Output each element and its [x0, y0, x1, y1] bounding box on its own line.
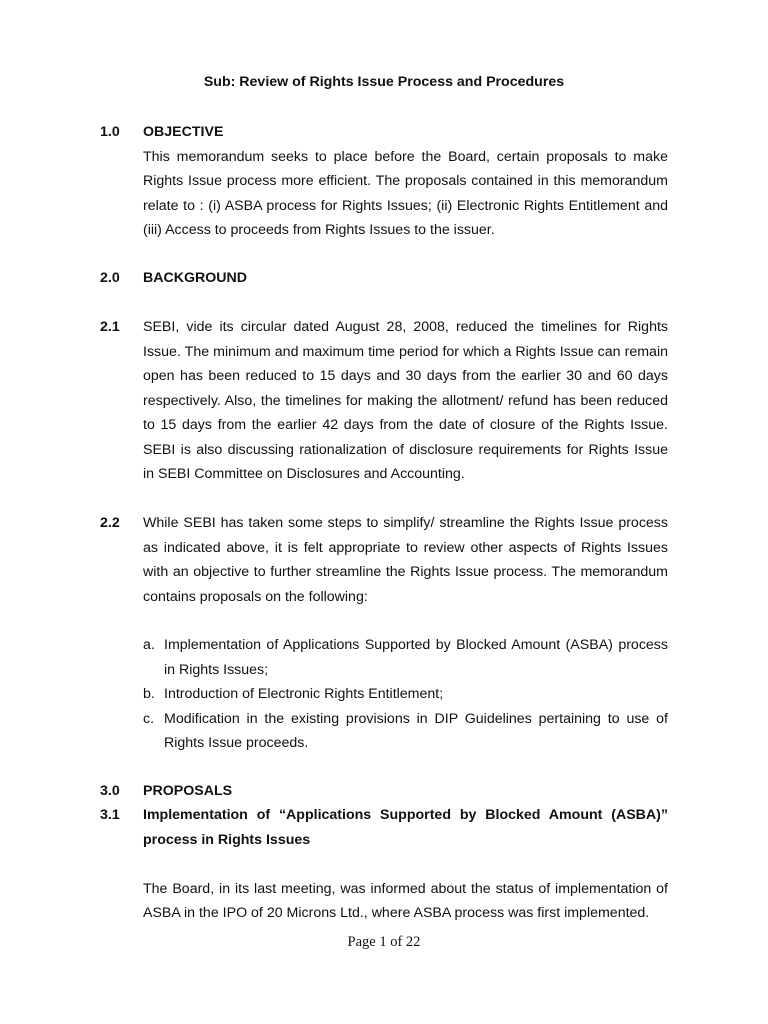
section-heading: BACKGROUND	[143, 270, 248, 286]
section-objective	[100, 120, 668, 243]
section-heading: Implementation of “Applications Supported by Blocked Amount (ASBA)” process in Rights Issues	[143, 807, 668, 848]
list-item	[143, 707, 668, 756]
list-item	[143, 682, 668, 707]
proposal-list	[143, 633, 668, 756]
section-text: This memorandum seeks to place before the Board, certain proposals to make Rights Issue process more efficient. The proposals contained in this memorandum relate to : (i) ASBA process for Rights Issues; (ii) Electronic Rights Entitlement and (iii) Access to proceeds from Rights Issues to the issuer.	[143, 148, 668, 238]
list-marker: a.	[143, 637, 155, 653]
section-proposals	[100, 779, 668, 804]
section-text: SEBI, vide its circular dated August 28, 2008, reduced the timelines for Rights Issue. The minimum and maximum time period for which a Rights Issue can remain open has been reduced to 15 days and 30 days from the earlier 30 and 60 days respectively. Also, the timelines for making the allotment/ refund has been reduced to 15 days from the earlier 42 days from the date of closure of the Rights Issue. SEBI is also discussing rationalization of disclosure requirements for Rights Issue in SEBI Committee on Disclosures and Accounting.	[143, 319, 668, 482]
list-item	[143, 633, 668, 682]
section-2-1	[100, 315, 668, 487]
section-text: While SEBI has taken some steps to simplify/ streamline the Rights Issue process as indicated above, it is felt appropriate to review other aspects of Rights Issues with an objective to further streamline the Rights Issue process. The memorandum contains proposals on the following:	[143, 515, 668, 605]
section-heading: PROPOSALS	[143, 783, 233, 799]
list-marker: c.	[143, 710, 155, 727]
list-item-text: Modification in the existing provisions in DIP Guidelines pertaining to use of Rights Issue proceeds.	[164, 710, 668, 751]
section-number: 3.1	[100, 807, 120, 823]
section-number: 2.2	[100, 515, 120, 531]
section-3-1	[100, 803, 668, 926]
section-number: 1.0	[100, 124, 120, 140]
section-heading: OBJECTIVE	[143, 124, 224, 140]
list-marker: b.	[143, 686, 155, 702]
section-text: The Board, in its last meeting, was informed about the status of implementation of ASBA in the IPO of 20 Microns Ltd., where ASBA process was first implemented.	[143, 880, 668, 921]
section-number: 2.0	[100, 270, 120, 286]
section-number: 3.0	[100, 783, 120, 799]
page-number: Page 1 of 22	[347, 934, 421, 950]
list-item-text: Implementation of Applications Supported by Blocked Amount (ASBA) process in Rights Issues;	[164, 637, 668, 678]
list-item-text: Introduction of Electronic Rights Entitlement;	[164, 686, 444, 702]
section-background	[100, 266, 668, 291]
section-number: 2.1	[100, 319, 120, 335]
document-title: Sub: Review of Rights Issue Process and Procedures	[203, 74, 565, 90]
section-2-2	[100, 511, 668, 609]
